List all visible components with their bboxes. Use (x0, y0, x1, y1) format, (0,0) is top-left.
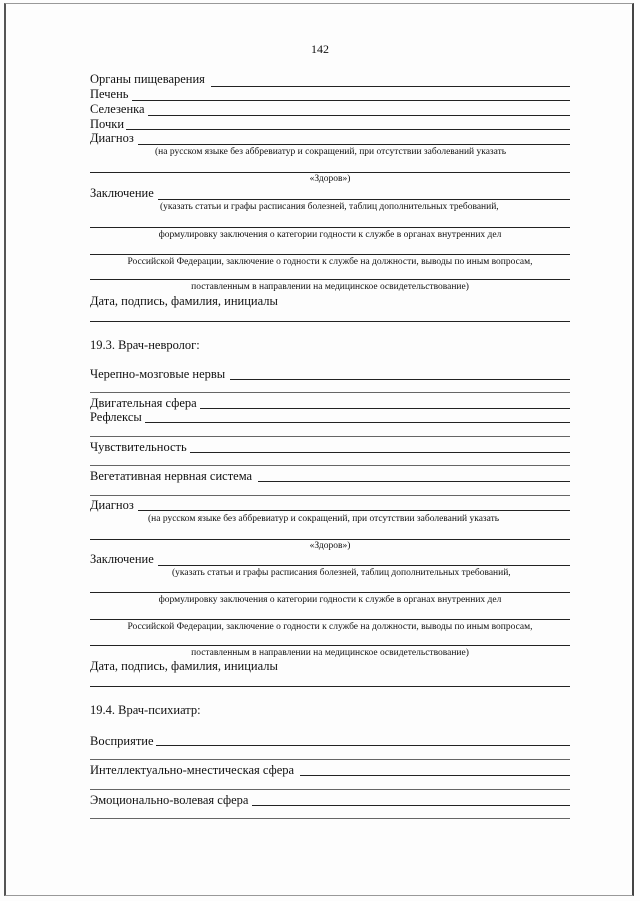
sensitivity-label: Чувствительность (90, 440, 187, 454)
emotional-field[interactable] (252, 805, 570, 806)
emotional-field-2[interactable] (90, 818, 570, 819)
motor-field[interactable] (200, 408, 570, 409)
diagnosis-hint: (на русском языке без аббревиатур и сокращений, при отсутствии заболеваний указать (155, 147, 507, 157)
organs-label: Органы пищеварения (90, 72, 205, 86)
emotional-label: Эмоционально-волевая сфера (90, 793, 249, 807)
diagnosis-label: Диагноз (90, 131, 134, 145)
conclusion-field-2[interactable] (90, 227, 570, 228)
reflexes-field[interactable] (145, 422, 570, 423)
vegetative-label: Вегетативная нервная система (90, 469, 253, 483)
vegetative-field[interactable] (258, 481, 570, 482)
intellect-label: Интеллектуально-мнестическая сфера (90, 763, 295, 777)
psychiatrist-title: 19.4. Врач-психиатр: (90, 703, 201, 717)
liver-field[interactable] (132, 100, 570, 101)
perception-field-2[interactable] (90, 759, 570, 760)
neuro-conclusion-field[interactable] (158, 565, 570, 566)
signature-field[interactable] (90, 321, 570, 322)
neuro-conclusion-field-4[interactable] (90, 645, 570, 646)
neuro-conclusion-hint-1: (указать статьи и графы расписания болезней, таблиц дополнительных требований, (172, 568, 511, 578)
conclusion-label: Заключение (90, 186, 154, 200)
intellect-field-2[interactable] (90, 789, 570, 790)
neuro-diagnosis-label: Диагноз (90, 498, 134, 512)
organs-field[interactable] (211, 86, 570, 87)
motor-label: Двигательная сфера (90, 396, 197, 410)
neuro-signature-label: Дата, подпись, фамилия, инициалы (90, 659, 278, 673)
conclusion-hint-4: поставленным в направлении на медицинское освидетельствование) (191, 282, 469, 292)
perception-label: Восприятие (90, 734, 154, 748)
sensitivity-field[interactable] (190, 452, 570, 453)
diagnosis-hint-healthy: «Здоров») (309, 174, 351, 184)
conclusion-field-3[interactable] (90, 254, 570, 255)
neurologist-title: 19.3. Врач-невролог: (90, 338, 200, 352)
diagnosis-field-2[interactable] (90, 172, 570, 173)
conclusion-hint-1: (указать статьи и графы расписания болезней, таблиц дополнительных требований, (160, 202, 499, 212)
spleen-label: Селезенка (90, 102, 145, 116)
intellect-field[interactable] (300, 775, 570, 776)
neuro-diagnosis-hint-healthy: «Здоров») (309, 541, 351, 551)
neuro-diagnosis-hint: (на русском языке без аббревиатур и сокращений, при отсутствии заболеваний указать (148, 514, 500, 524)
neuro-conclusion-hint-2: формулировку заключения о категории годности к службе в органах внутренних дел (158, 595, 502, 605)
conclusion-hint-3: Российской Федерации, заключение о годности к службе на должности, выводы по иным вопросам, (127, 257, 533, 267)
neuro-diagnosis-field[interactable] (138, 510, 570, 511)
vegetative-field-2[interactable] (90, 495, 570, 496)
spleen-field[interactable] (148, 115, 570, 116)
neuro-conclusion-hint-3: Российской Федерации, заключение о годности к службе на должности, выводы по иным вопросам, (127, 622, 533, 632)
liver-label: Печень (90, 87, 129, 101)
neuro-conclusion-field-2[interactable] (90, 592, 570, 593)
neuro-signature-field[interactable] (90, 686, 570, 687)
reflexes-field-2[interactable] (90, 436, 570, 437)
kidneys-field[interactable] (126, 129, 570, 130)
cranial-field[interactable] (230, 379, 570, 380)
reflexes-label: Рефлексы (90, 410, 142, 424)
neuro-diagnosis-field-2[interactable] (90, 539, 570, 540)
cranial-label: Черепно-мозговые нервы (90, 367, 226, 381)
conclusion-field[interactable] (158, 199, 570, 200)
diagnosis-field[interactable] (138, 144, 570, 145)
sensitivity-field-2[interactable] (90, 465, 570, 466)
conclusion-hint-2: формулировку заключения о категории годности к службе в органах внутренних дел (158, 230, 502, 240)
neuro-conclusion-label: Заключение (90, 552, 154, 566)
perception-field[interactable] (156, 745, 570, 746)
conclusion-field-4[interactable] (90, 279, 570, 280)
signature-label: Дата, подпись, фамилия, инициалы (90, 294, 278, 308)
neuro-conclusion-hint-4: поставленным в направлении на медицинское освидетельствование) (191, 648, 469, 658)
page-number: 142 (311, 42, 329, 56)
neuro-conclusion-field-3[interactable] (90, 619, 570, 620)
kidneys-label: Почки (90, 117, 125, 131)
cranial-field-2[interactable] (90, 392, 570, 393)
